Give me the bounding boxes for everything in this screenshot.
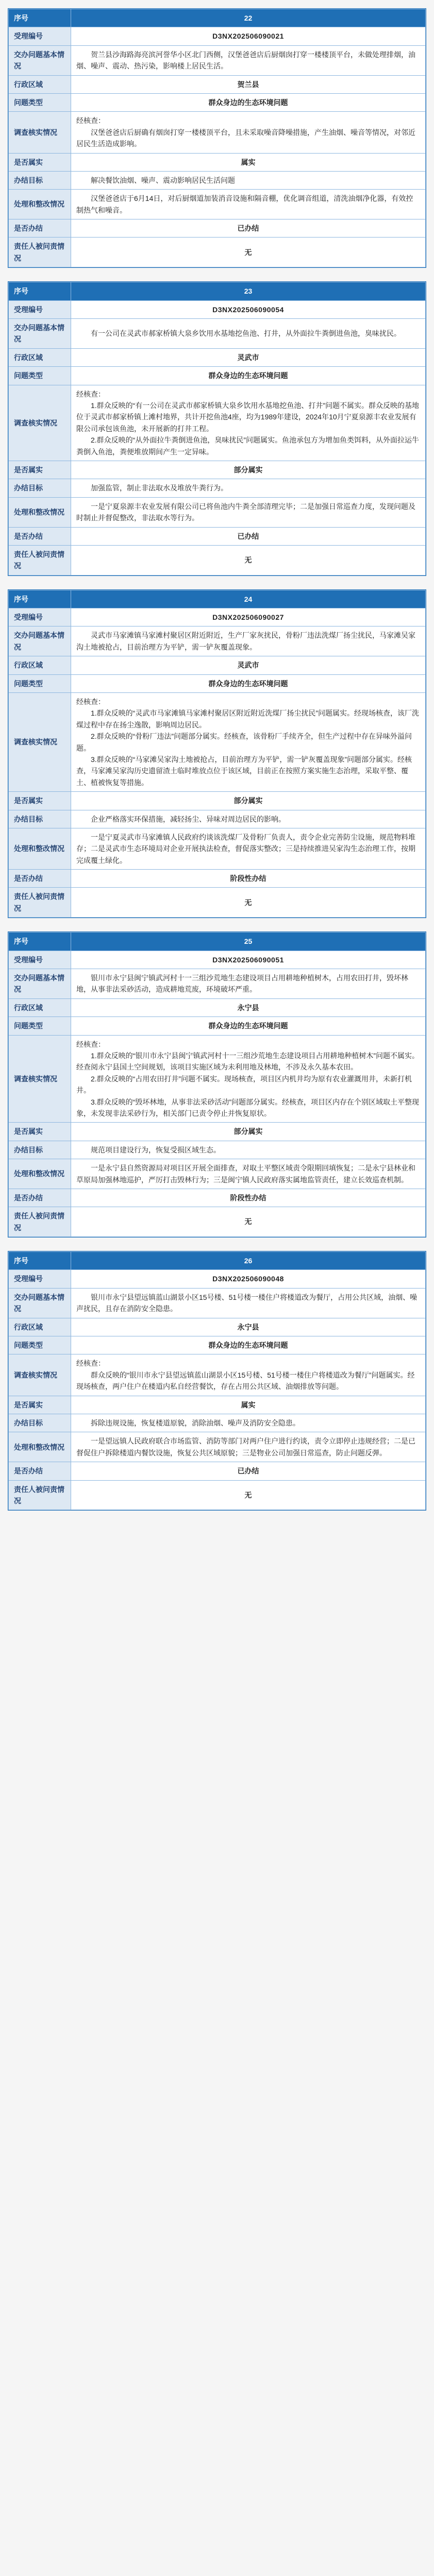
area-value: 灵武市 [71,348,426,366]
type-value: 群众身边的生态环境问题 [71,367,426,385]
seq-value: 24 [71,590,426,608]
verified-label: 是否属实 [9,792,71,810]
accountability-value: 无 [71,1207,426,1237]
area-label: 行政区域 [9,348,71,366]
closed-value: 已办结 [71,219,426,238]
type-value: 群众身边的生态环境问题 [71,1017,426,1035]
area-value: 永宁县 [71,998,426,1016]
goal-label: 办结目标 [9,1141,71,1159]
code-value: D3NX202506090027 [71,608,426,626]
case-card [8,931,426,1238]
investigation-paragraph: 经核查： [76,1040,105,1048]
area-value: 贺兰县 [71,75,426,93]
case-table [8,932,426,1237]
case-card [8,589,426,919]
case-list [0,8,434,1511]
case-card [8,8,426,268]
closed-label: 是否办结 [9,1189,71,1207]
closed-label: 是否办结 [9,870,71,888]
closed-label: 是否办结 [9,1462,71,1480]
seq-value: 25 [71,933,426,951]
investigation-paragraph: 1.群众反映的“银川市永宁县闽宁镇武河村十一三组沙荒地生态建设项目占用耕地种植树木”问题不属实。经查阅永宁县国土空间规划，该项目实施区域为未利用地及林地，不涉及永久基本农田。 [76,1052,419,1072]
closed-label: 是否办结 [9,219,71,238]
verified-value: 部分属实 [71,1123,426,1141]
type-label: 问题类型 [9,367,71,385]
handling-value: 一是永宁县自然资源局对项目区开展全面排查，对取土平整区域责令限期回填恢复；二是永宁县林业和草原局加强林地巡护，严厉打击毁林行为；三是闽宁镇人民政府落实属地监管责任，建立长效巡查机制。 [71,1159,426,1189]
code-label: 受理编号 [9,27,71,45]
handling-label: 处理和整改情况 [9,1432,71,1462]
closed-value: 阶段性办结 [71,870,426,888]
type-label: 问题类型 [9,1017,71,1035]
investigation-label: 调查核实情况 [9,693,71,792]
accountability-value: 无 [71,545,426,575]
investigation-paragraph: 3.群众反映的“马家滩吴家沟土地被抢占，目前治理方为平铲，需一铲灰覆盖现象”问题部分属实。经核查，马家滩吴家沟历史遗留渣土临时堆放点位于该区域，目前正在按照方案实施生态治理，采取平整、覆土、植被恢复等措施。 [76,755,412,787]
investigation-value [71,385,426,461]
goal-label: 办结目标 [9,1414,71,1432]
verified-value: 部分属实 [71,792,426,810]
accountability-label: 责任人被问责情况 [9,1480,71,1510]
investigation-paragraph: 经核查： [76,389,105,398]
handling-label: 处理和整改情况 [9,828,71,869]
investigation-paragraph: 3.群众反映的“毁坏林地，从事非法采砂活动”问题部分属实。经核查，项目区内存在个别区域取土平整现象，未发现非法采砂行为，相关部门已责令停止并恢复原状。 [76,1097,419,1117]
verified-label: 是否属实 [9,1123,71,1141]
basic-label: 交办问题基本情况 [9,1288,71,1318]
goal-value: 企业严格落实环保措施，减轻扬尘、异味对周边居民的影响。 [71,810,426,828]
basic-value: 灵武市马家滩镇马家滩村聚居区附近附近，生产厂家灰扰民，骨粉厂违法洗煤厂扬尘扰民，马家滩吴家沟土地被抢占，目前治理方为平铲，需一铲灰覆盖现象。 [71,626,426,656]
verified-value: 属实 [71,153,426,171]
goal-label: 办结目标 [9,810,71,828]
type-value: 群众身边的生态环境问题 [71,674,426,692]
code-value: D3NX202506090048 [71,1270,426,1288]
verified-label: 是否属实 [9,153,71,171]
area-label: 行政区域 [9,998,71,1016]
verified-value: 属实 [71,1396,426,1414]
handling-value: 一是宁夏灵武市马家滩镇人民政府约谈该洗煤厂及骨粉厂负责人，责令企业完善防尘设施，规范物料堆存；二是灵武市生态环境局对企业开展执法检查，督促落实整改；三是持续推进吴家沟生态治理工作，按期完成覆土绿化。 [71,828,426,869]
investigation-label: 调查核实情况 [9,385,71,461]
investigation-paragraph: 汉堡爸爸店后厨确有烟囱打穿一楼楼顶平台，且未采取噪音降噪措施，产生油烟、噪音等情况，对邻近居民生活造成影响。 [76,128,415,148]
seq-value: 22 [71,9,426,27]
case-card [8,281,426,575]
investigation-paragraph: 经核查： [76,116,105,125]
area-value: 灵武市 [71,656,426,674]
closed-value: 已办结 [71,1462,426,1480]
basic-value: 有一公司在灵武市郝家桥镇大泉乡饮用水基地挖鱼池、打井，从外面拉牛粪倒进鱼池，臭味扰民。 [71,319,426,349]
accountability-label: 责任人被问责情况 [9,238,71,267]
code-value: D3NX202506090051 [71,951,426,969]
investigation-label: 调查核实情况 [9,1354,71,1396]
investigation-paragraph: 2.群众反映的“从外面拉牛粪倒进鱼池，臭味扰民”问题属实。鱼池承包方为增加鱼类饵料，从外面拉运牛粪倒入鱼池，粪便堆放期间产生一定异味。 [76,436,419,456]
accountability-value: 无 [71,1480,426,1510]
seq-label: 序号 [9,1252,71,1270]
goal-label: 办结目标 [9,479,71,497]
investigation-label: 调查核实情况 [9,112,71,153]
handling-label: 处理和整改情况 [9,190,71,219]
basic-value: 银川市永宁县望远镇蓝山湖景小区15号楼、51号楼一楼住户将楼道改为餐厅，占用公共区域，油烟、噪声扰民，且存在消防安全隐患。 [71,1288,426,1318]
goal-value: 规范项目建设行为，恢复受损区域生态。 [71,1141,426,1159]
verified-label: 是否属实 [9,1396,71,1414]
investigation-paragraph: 2.群众反映的“占用农田打井”问题不属实。现场核查，项目区内机井均为原有农业灌溉用井，未新打机井。 [76,1074,412,1095]
code-value: D3NX202506090021 [71,27,426,45]
case-table [8,1251,426,1510]
basic-label: 交办问题基本情况 [9,969,71,999]
investigation-paragraph: 1.群众反映的“有一公司在灵武市郝家桥镇大泉乡饮用水基地挖鱼池、打井”问题不属实。群众反映的基地位于灵武市郝家桥镇上滩村地界，共计开挖鱼池4座，均为1989年建设，2024年10月宁夏泉源丰农业发展有限公司承包该鱼池，未开展新的打井工程。 [76,401,419,433]
accountability-value: 无 [71,238,426,267]
basic-label: 交办问题基本情况 [9,45,71,75]
case-card [8,1251,426,1511]
handling-value: 一是宁夏泉源丰农业发展有限公司已将鱼池内牛粪全部清理完毕；二是加强日常巡查力度，发现问题及时制止并督促整改，非法取水等行为。 [71,497,426,527]
investigation-paragraph: 经核查： [76,698,105,706]
investigation-value [71,1035,426,1123]
type-label: 问题类型 [9,1336,71,1354]
type-value: 群众身边的生态环境问题 [71,93,426,111]
investigation-value [71,112,426,153]
goal-label: 办结目标 [9,171,71,189]
investigation-label: 调查核实情况 [9,1035,71,1123]
basic-label: 交办问题基本情况 [9,319,71,349]
investigation-value [71,1354,426,1396]
investigation-paragraph: 2.群众反映的“骨粉厂违法”问题部分属实。经核查，该骨粉厂手续齐全，但生产过程中存在异味外溢问题。 [76,732,412,752]
investigation-paragraph: 群众反映的“银川市永宁县望远镇蓝山湖景小区15号楼、51号楼一楼住户将楼道改为餐厅”问题属实。经现场核查，两户住户在楼道内私自经营餐饮，存在占用公共区域、油烟排放等问题。 [76,1370,415,1391]
handling-value: 一是望远镇人民政府联合市场监管、消防等部门对两户住户进行约谈，责令立即停止违规经营；二是已督促住户拆除楼道内餐饮设施，恢复公共区域原貌；三是物业公司加强日常巡查，防止问题反弹。 [71,1432,426,1462]
accountability-label: 责任人被问责情况 [9,545,71,575]
code-label: 受理编号 [9,951,71,969]
closed-value: 已办结 [71,527,426,545]
code-label: 受理编号 [9,608,71,626]
goal-value: 加强监管，制止非法取水及堆放牛粪行为。 [71,479,426,497]
case-table [8,282,426,575]
handling-value: 汉堡爸爸店于6月14日，对后厨烟道加装消音设施和隔音棚，优化调音组道，清洗油烟净化器，有效控制热气和噪音。 [71,190,426,219]
area-label: 行政区域 [9,656,71,674]
seq-value: 23 [71,282,426,300]
investigation-value [71,693,426,792]
goal-value: 解决餐饮油烟、噪声、震动影响居民生活问题 [71,171,426,189]
area-value: 永宁县 [71,1318,426,1336]
accountability-label: 责任人被问责情况 [9,888,71,918]
accountability-label: 责任人被问责情况 [9,1207,71,1237]
basic-label: 交办问题基本情况 [9,626,71,656]
area-label: 行政区域 [9,1318,71,1336]
case-table [8,9,426,267]
investigation-paragraph: 1.群众反映的“灵武市马家滩镇马家滩村聚居区附近附近洗煤厂扬尘扰民”问题属实。经现场核查，该厂洗煤过程中存在扬尘逸散，影响周边居民。 [76,709,419,729]
area-label: 行政区域 [9,75,71,93]
goal-value: 拆除违规设施，恢复楼道原貌，消除油烟、噪声及消防安全隐患。 [71,1414,426,1432]
basic-value: 银川市永宁县闽宁镇武河村十一三组沙荒地生态建设项目占用耕地种植树木，占用农田打井，毁坏林地，从事非法采砂活动，造成耕地荒废，环境破坏严重。 [71,969,426,999]
accountability-value: 无 [71,888,426,918]
type-label: 问题类型 [9,674,71,692]
type-label: 问题类型 [9,93,71,111]
seq-label: 序号 [9,590,71,608]
type-value: 群众身边的生态环境问题 [71,1336,426,1354]
closed-label: 是否办结 [9,527,71,545]
handling-label: 处理和整改情况 [9,497,71,527]
closed-value: 阶段性办结 [71,1189,426,1207]
seq-label: 序号 [9,9,71,27]
basic-value: 贺兰县沙海路海亮滨河誉华小区北门西侧，汉堡爸爸店后厨烟囱打穿一楼楼顶平台，未做处理排烟，油烟、噪声、震动、热污染，影响楼上居民生活。 [71,45,426,75]
verified-value: 部分属实 [71,461,426,479]
code-value: D3NX202506090054 [71,300,426,318]
handling-label: 处理和整改情况 [9,1159,71,1189]
seq-label: 序号 [9,282,71,300]
seq-value: 26 [71,1252,426,1270]
code-label: 受理编号 [9,1270,71,1288]
seq-label: 序号 [9,933,71,951]
case-table [8,590,426,918]
code-label: 受理编号 [9,300,71,318]
investigation-paragraph: 经核查： [76,1359,105,1368]
verified-label: 是否属实 [9,461,71,479]
